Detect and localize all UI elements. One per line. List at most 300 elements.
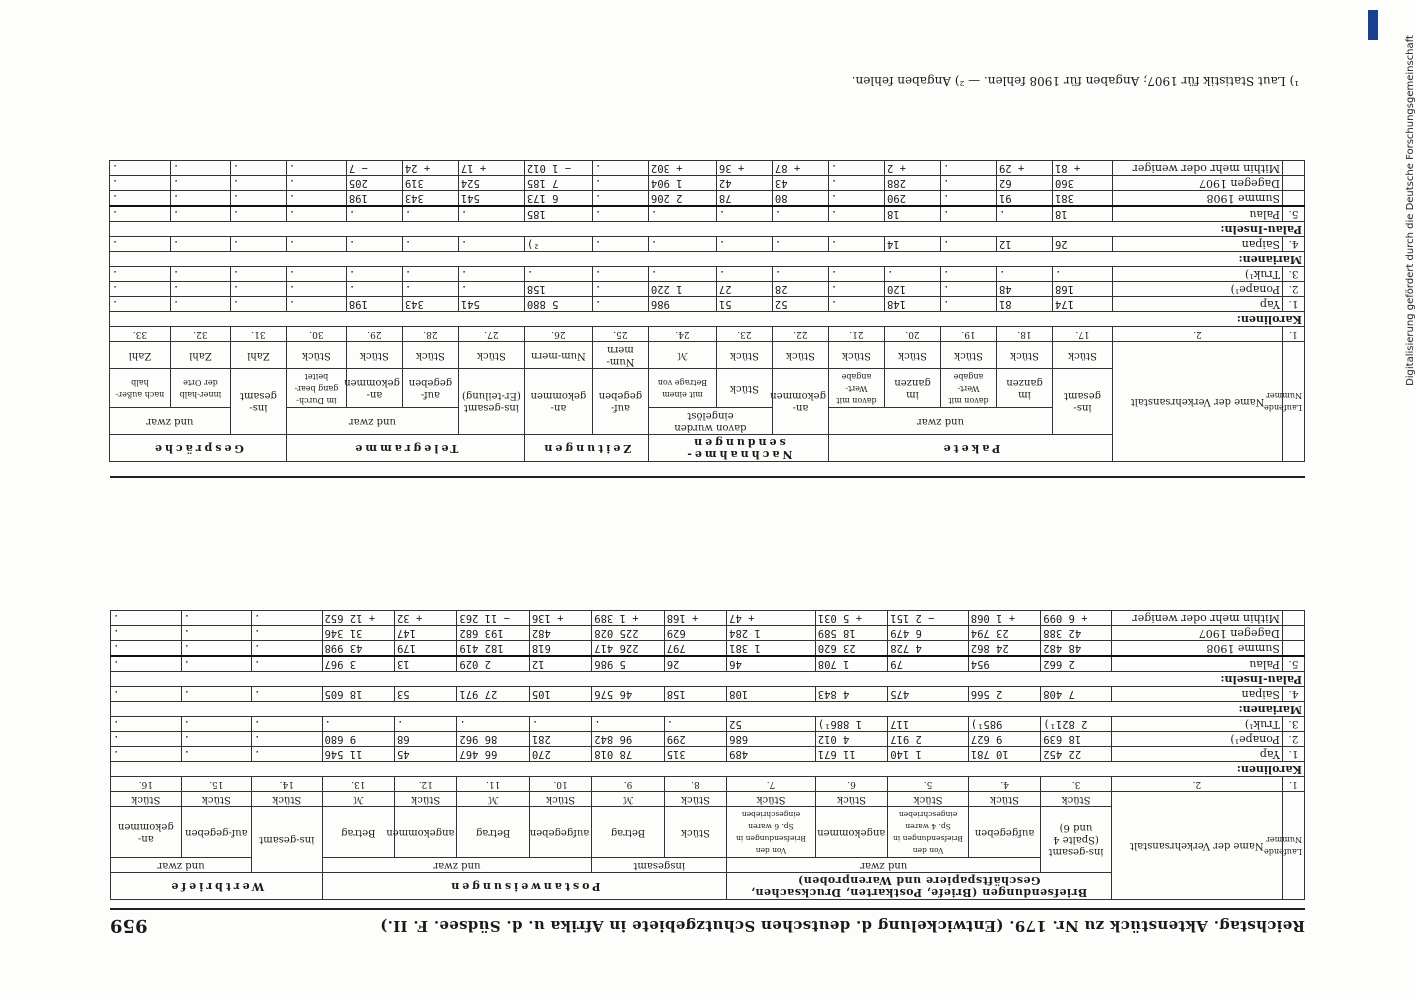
table-cell: . [181,747,251,762]
table-cell: . [716,267,772,282]
table-cell: 1 904 [648,176,716,191]
table-cell: 6 173 [524,191,592,207]
th2-lfd: Laufende Nummer [1283,342,1305,462]
table-cell: 524 [458,176,524,191]
table-cell: 226 417 [592,641,664,657]
table-cell: + 168 [664,611,726,626]
table-cell: 18 [1053,206,1113,222]
table-cell: . [592,191,648,207]
table-cell: 299 [664,732,726,747]
table-cell: . [181,611,251,626]
table-cell: 381 [1053,191,1113,207]
th-wb-aufgegeben: auf-gegeben [181,807,251,858]
table-cell: 48 [997,282,1053,297]
table-row [109,267,1304,282]
table-cell: 2 566 [968,687,1040,702]
table-cell: . [941,267,997,282]
th-und-zwar-1: und zwar [727,858,1041,873]
table-cell: . [941,282,997,297]
table-cell: 68 [395,732,457,747]
th2-tg-und-zwar: und zwar [286,408,458,435]
table-cell: + 17 [458,161,524,176]
table-cell: . [716,206,772,222]
table-cell: . [772,206,828,222]
table-cell: 117 [888,717,969,732]
column-index: 24. [648,327,716,342]
th2-gs-insgesamt: ins-gesamt [230,369,286,435]
table-cell: 26 [664,656,726,672]
table-cell: . [524,267,592,282]
th2-nn-stueck: Stück [716,369,772,408]
th2-nachnahme: Nachnahme-sendungen [648,435,828,462]
table-cell: 80 [772,191,828,207]
table1-header-row-1 [111,873,1305,900]
table-cell: − 7 [346,161,402,176]
column-index: 11. [457,777,529,792]
column-index: 12. [395,777,457,792]
th-lfd: Laufende Nummer [1282,792,1304,900]
unit: Stück [968,792,1040,807]
row-name: Truk¹) [1113,267,1283,282]
table-cell: . [828,282,884,297]
table-cell: 12 [997,237,1053,252]
th2-zt-an: an-gekommen [524,369,592,435]
th2-zt-auf: auf-gegeben [592,369,648,435]
table2-body [109,161,1304,327]
table-cell: . [772,237,828,252]
column-index: 7. [727,777,816,792]
table-cell: . [252,611,322,626]
table-cell: . [648,206,716,222]
unit: Stück [888,792,969,807]
table-cell: 52 [727,717,816,732]
table-cell: . [111,747,182,762]
table-cell: . [828,267,884,282]
table-cell: . [592,176,648,191]
row-number: 4. [1282,687,1304,702]
row-number [1282,611,1304,626]
table-row [111,656,1305,672]
table-cell: 52 [772,297,828,312]
table-cell: 360 [1053,176,1113,191]
row-name: Truk¹) [1111,717,1282,732]
table-cell: . [181,717,251,732]
table-row [111,641,1305,657]
table-cell: . [230,237,286,252]
th2-gespraeche: Gespräche [109,435,286,462]
unit: Stück [997,342,1053,369]
table-cell: . [181,626,251,641]
table-row [111,747,1305,762]
table-cell: . [648,237,716,252]
table-cell: + 136 [529,611,591,626]
unit: ℳ [457,792,529,807]
table-cell: 686 [727,732,816,747]
table-cell: 489 [727,747,816,762]
table-cell: . [529,717,591,732]
th-von-den-aufg: Von den Briefsendungen in Sp. 4 waren eingeschrieben [888,807,969,858]
row-number [1283,161,1305,176]
table-cell: . [170,267,230,282]
table-cell: 315 [664,747,726,762]
table-cell: + 5 031 [815,611,887,626]
table-cell: . [286,206,346,222]
table-cell: . [346,267,402,282]
table-cell: . [111,611,182,626]
table1-body [111,611,1305,777]
th-wertbriefe: Wertbriefe [111,873,323,900]
table-cell: . [772,267,828,282]
page-number: 959 [110,915,148,937]
table-cell: . [181,656,251,672]
column-index: 30. [286,327,346,342]
section-row [109,312,1304,327]
table-cell: 198 [346,191,402,207]
table-cell: 22 452 [1041,747,1111,762]
table-cell: − 11 263 [457,611,529,626]
table-cell: 193 682 [457,626,529,641]
th-und-zwar-2: und zwar [322,858,592,873]
table-cell: . [458,282,524,297]
column-index: 25. [592,327,648,342]
table-cell: 288 [885,176,941,191]
table-cell: + 1 389 [592,611,664,626]
table-cell: 11 546 [322,747,394,762]
table-cell: + 6 099 [1041,611,1111,626]
table-cell: 281 [529,732,591,747]
table-cell: . [230,191,286,207]
section-row [111,762,1305,777]
row-name: Palau [1111,656,1282,672]
unit: Stück [885,342,941,369]
table-cell: . [181,641,251,657]
table-cell: . [592,297,648,312]
th2-gs-ausserhalb: nach außer-halb [109,369,170,408]
table-cell: 179 [395,641,457,657]
table-cell: 96 842 [592,732,664,747]
th2-pak-insgesamt: ins-gesamt [1053,369,1113,435]
table-cell: . [395,717,457,732]
section-label: Karolinen: [109,312,1304,327]
unit: ℳ [592,792,664,807]
middle-rule [110,476,1305,478]
table-cell: 797 [664,641,726,657]
table-cell: + 29 [997,161,1053,176]
th2-aufg-wert: davon mit Wert-angabe [941,369,997,408]
table-cell: 2 917 [888,732,969,747]
unit: Stück [402,342,458,369]
table-cell: . [109,237,170,252]
table-cell: . [109,206,170,222]
th2-tg-insgesamt: ins-gesamt (Er-teilung) [458,369,524,435]
table-cell: . [109,297,170,312]
unit: Stück [772,342,828,369]
table-cell: . [170,176,230,191]
table-letters-money-orders [110,610,1305,900]
table-cell: 81 [997,297,1053,312]
table-cell: 11 671 [815,747,887,762]
th2-aufg-im-ganzen: im ganzen [997,369,1053,408]
th2-gs-und-zwar: und zwar [109,408,230,435]
row-number: 1. [1283,297,1305,312]
column-index: 21. [828,327,884,342]
unit: Stück [716,342,772,369]
table-cell: + 32 [395,611,457,626]
th2-nn-eingeloest: davon wurden eingelöst [648,408,772,435]
table-cell: + 1 068 [968,611,1040,626]
table-cell: . [111,732,182,747]
th2-pakete: Pakete [828,435,1112,462]
table-cell: 105 [529,687,591,702]
table-cell: 541 [458,191,524,207]
column-index: 26. [524,327,592,342]
table-row [111,672,1305,687]
table-cell: . [230,267,286,282]
row-name: Saipan [1111,687,1282,702]
table-cell: . [109,267,170,282]
th2-telegramme: Telegramme [286,435,524,462]
table-cell: 78 018 [592,747,664,762]
table-cell: . [457,717,529,732]
table-cell: . [286,282,346,297]
table-cell: 53 [395,687,457,702]
column-index: 9. [592,777,664,792]
table-cell: . [252,641,322,657]
table-cell: . [230,161,286,176]
row-name: Summe 1908 [1113,191,1283,207]
table-cell: . [286,161,346,176]
table-cell: . [941,176,997,191]
row-number: 5. [1282,656,1304,672]
table-cell: + 81 [1053,161,1113,176]
table-cell: . [286,176,346,191]
table-cell: ²) [524,237,592,252]
unit: Stück [828,342,884,369]
th2-pak-und-zwar: und zwar [828,408,1052,435]
table-cell: − 2 151 [888,611,969,626]
row-name: Ponape¹) [1113,282,1283,297]
table-cell: . [111,717,182,732]
th2-zeitungen: Zeitungen [524,435,648,462]
table-cell: 1 284 [727,626,816,641]
th-insgesamt-spalte: ins-gesamt (Spalte 4 und 6) [1041,807,1111,873]
table-cell: 5 880 [524,297,592,312]
th-wb-angekommen: an-gekommen [111,807,182,858]
table-cell: . [346,237,402,252]
table-cell: 46 [727,656,816,672]
table-cell: . [402,237,458,252]
table-cell: 5 986 [592,656,664,672]
table-row [111,611,1305,626]
table-cell: 43 [772,176,828,191]
table-cell: + 87 [772,161,828,176]
table-cell: 270 [529,747,591,762]
row-number [1283,191,1305,207]
table-cell: 2 206 [648,191,716,207]
table-cell: . [170,297,230,312]
table-cell: 205 [346,176,402,191]
table-row [109,297,1304,312]
table-cell: 48 482 [1041,641,1111,657]
table-cell: 31 346 [322,626,394,641]
row-name: Mithin mehr oder weniger [1113,161,1283,176]
table-cell: . [252,626,322,641]
column-index: 10. [529,777,591,792]
table-cell: . [286,237,346,252]
row-number: 3. [1283,267,1305,282]
table-cell: . [346,206,402,222]
table-cell: 91 [997,191,1053,207]
dfg-logo-text: DFG [1361,16,1370,32]
column-index: 15. [181,777,251,792]
column-index: 19. [941,327,997,342]
table-cell: 174 [1053,297,1113,312]
row-number [1282,641,1304,657]
unit: Stück [252,792,322,807]
table-cell: . [111,656,182,672]
table-row [111,717,1305,732]
column-index: 33. [109,327,170,342]
table-cell: 28 [772,282,828,297]
table-cell: . [111,687,182,702]
unit: Num-mern [592,342,648,369]
table-cell: 986 [648,297,716,312]
table-cell: 168 [1053,282,1113,297]
unit: Stück [1053,342,1113,369]
table-cell: . [111,626,182,641]
table-cell: 954 [968,656,1040,672]
table-cell: 23 794 [968,626,1040,641]
table-cell: . [828,176,884,191]
table-cell: 79 [888,656,969,672]
table-row [109,237,1304,252]
th-angekommen: angekommen [815,807,887,858]
column-index: 18. [997,327,1053,342]
table-cell: − 1 012 [524,161,592,176]
unit: Stück [727,792,816,807]
unit: Stück [395,792,457,807]
column-index: 16. [111,777,182,792]
table-cell: 9 680 [322,732,394,747]
table-cell: 18 605 [322,687,394,702]
column-index: 32. [170,327,230,342]
th2-tg-an: an-gekommen [346,369,402,408]
section-label: Karolinen: [111,762,1305,777]
row-number: 3. [1282,717,1304,732]
table-row [111,626,1305,641]
column-index: 29. [346,327,402,342]
column-index: 27. [458,327,524,342]
th-pa-stueck-label: Stück [664,807,726,858]
table-cell: 18 639 [1041,732,1111,747]
table-cell: 42 [716,176,772,191]
unit: Num-mern [524,342,592,369]
table-parcels-telegrams [109,160,1305,462]
table-cell: + 12 652 [322,611,394,626]
table-cell: 51 [716,297,772,312]
table-cell: 4 728 [888,641,969,657]
th-pa-betrag: Betrag [592,807,664,858]
table-cell: . [181,732,251,747]
column-index: 22. [772,327,828,342]
table-cell: . [941,237,997,252]
table-cell: . [592,206,648,222]
table-cell: 9 627 [968,732,1040,747]
table-cell: 4 012 [815,732,887,747]
table-cell: 13 [395,656,457,672]
table-cell: . [592,282,648,297]
row-number [1282,626,1304,641]
row-number: 1. [1282,747,1304,762]
table-cell: 1 886¹) [815,717,887,732]
section-label: Marianen: [109,252,1304,267]
table-cell: 182 419 [457,641,529,657]
table-cell: 158 [524,282,592,297]
table-cell: 27 [716,282,772,297]
row-name: Dagegen 1907 [1111,626,1282,641]
column-index: 20. [885,327,941,342]
table-cell: 6 479 [888,626,969,641]
table-cell: . [252,687,322,702]
table-row [109,222,1304,237]
th-pa-angekommen: angekommen [395,807,457,858]
column-index: 17. [1053,327,1113,342]
table-cell: 618 [529,641,591,657]
th2-nn-betrag: mit einem Betrage von [648,369,716,408]
table-cell: . [941,161,997,176]
section-label: Marianen: [111,702,1305,717]
th2-nn-an: an-gekommen [772,369,828,435]
unit: Zahl [230,342,286,369]
table-cell: . [828,191,884,207]
table-cell: 1 381 [727,641,816,657]
table-cell: 62 [997,176,1053,191]
row-number: 5. [1283,206,1305,222]
section-label: Palau-Inseln: [109,222,1304,237]
table-cell: 46 576 [592,687,664,702]
th-wert-insgesamt: ins-gesamt [252,807,322,873]
unit: Stück [458,342,524,369]
table-cell: . [716,237,772,252]
th-pa-ang-betrag: Betrag [322,807,394,858]
th-insgesamt-pa: insgesamt [592,858,727,873]
table-cell: . [941,297,997,312]
table-cell: . [170,191,230,207]
table-cell: 18 589 [815,626,887,641]
row-name: Yap [1111,747,1282,762]
row-name: Saipan [1113,237,1283,252]
table-cell: 78 [716,191,772,207]
table-cell: . [252,717,322,732]
unit: ℳ [648,342,716,369]
table-cell: + 24 [402,161,458,176]
table-cell: 45 [395,747,457,762]
column-index: 13. [322,777,394,792]
table-cell: . [592,237,648,252]
column-index: 23. [716,327,772,342]
table-row [111,687,1305,702]
table-cell: 66 467 [457,747,529,762]
table-cell: . [402,282,458,297]
th-pa-aufg-betrag: Betrag [457,807,529,858]
unit: Stück [1041,792,1111,807]
table-cell: + 302 [648,161,716,176]
table-cell: . [322,717,394,732]
row-name: Summe 1908 [1111,641,1282,657]
table-cell: . [648,267,716,282]
th-postanweisungen: Postanweisungen [322,873,727,900]
table-cell: . [109,282,170,297]
